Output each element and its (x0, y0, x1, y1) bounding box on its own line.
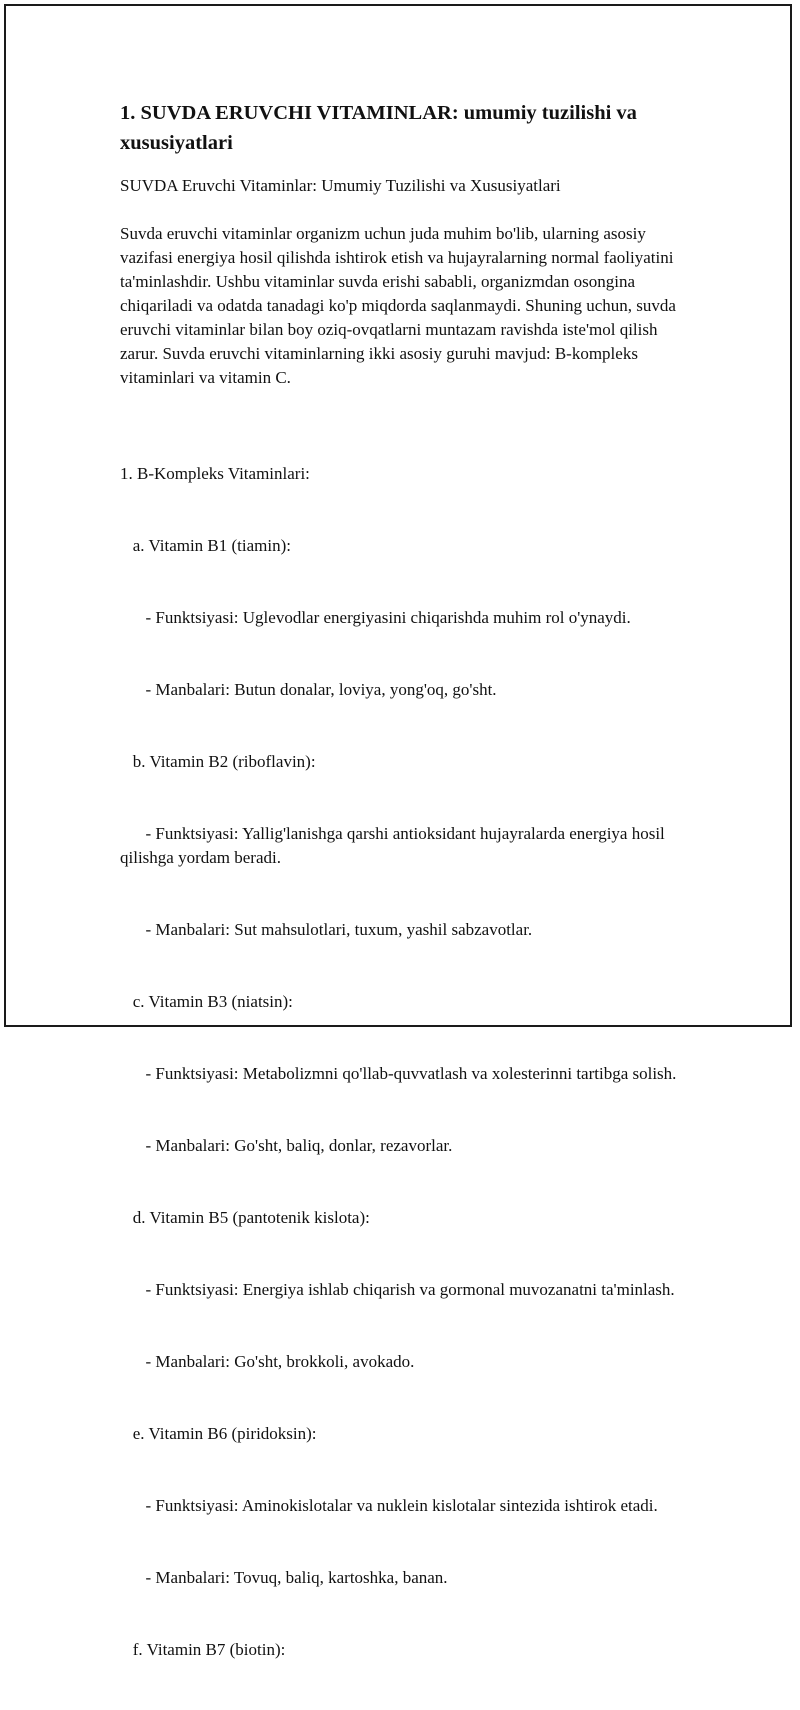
list-line: f. Vitamin B7 (biotin): (120, 1640, 286, 1659)
intro-paragraph: Suvda eruvchi vitaminlar organizm uchun juda muhim bo'lib, ularning asosiy vazifasi energiya hosil qilishda ishtirok etish va hujayralarning normal faoliyatini ta'minlashdir. Ushbu vitaminlar suvda erishi sababli, organizmdan osongina chiqariladi va odatda tanadagi ko'p miqdorda saqlanmaydi. Shuning uchun, suvda eruvchi vitaminlar bilan boy oziq-ovqatlarni muntazam ravishda iste'mol qilish zarur. Suvda eruvchi vitaminlarning ikki asosiy guruhi mavjud: B-kompleks vitaminlari va vitamin C. (120, 224, 676, 387)
list-line: - Funktsiyasi: Metabolizmni qo'llab-quvvatlash va xolesterinni tartibga solish. (120, 1064, 677, 1083)
list-line: a. Vitamin B1 (tiamin): (120, 536, 292, 555)
document-content (120, 98, 680, 1710)
list-line: d. Vitamin B5 (pantotenik kislota): (120, 1208, 370, 1227)
list-line: - Funktsiyasi: Uglevodlar energiyasini chiqarishda muhim rol o'ynaydi. (120, 608, 631, 627)
list-line: b. Vitamin B2 (riboflavin): (120, 752, 316, 771)
list-line: - Manbalari: Go'sht, baliq, donlar, rezavorlar. (120, 1136, 453, 1155)
vitamin-list (120, 414, 680, 1710)
list-line: - Funktsiyasi: Energiya ishlab chiqarish va gormonal muvozanatni ta'minlash. (120, 1280, 675, 1299)
document-subtitle: SUVDA Eruvchi Vitaminlar: Umumiy Tuzilishi va Xususiyatlari (120, 176, 561, 195)
document-page (4, 4, 792, 1659)
section-heading: 1. B-Kompleks Vitaminlari: (120, 464, 310, 483)
list-line: - Manbalari: Go'sht, brokkoli, avokado. (120, 1352, 415, 1371)
list-line: - Funktsiyasi: Aminokislotalar va nuklein kislotalar sintezida ishtirok etadi. (120, 1496, 658, 1515)
list-line: - Manbalari: Butun donalar, loviya, yong'oq, go'sht. (120, 680, 497, 699)
list-line: - Manbalari: Sut mahsulotlari, tuxum, yashil sabzavotlar. (120, 920, 533, 939)
list-line: - Funktsiyasi: Yallig'lanishga qarshi antioksidant hujayralarda energiya hosil qilishga yordam beradi. (120, 824, 670, 867)
list-line: e. Vitamin B6 (piridoksin): (120, 1424, 317, 1443)
document-title: 1. SUVDA ERUVCHI VITAMINLAR: umumiy tuzilishi va xususiyatlari (120, 102, 637, 154)
list-line: - Manbalari: Tovuq, baliq, kartoshka, banan. (120, 1568, 448, 1587)
list-line: c. Vitamin B3 (niatsin): (120, 992, 293, 1011)
